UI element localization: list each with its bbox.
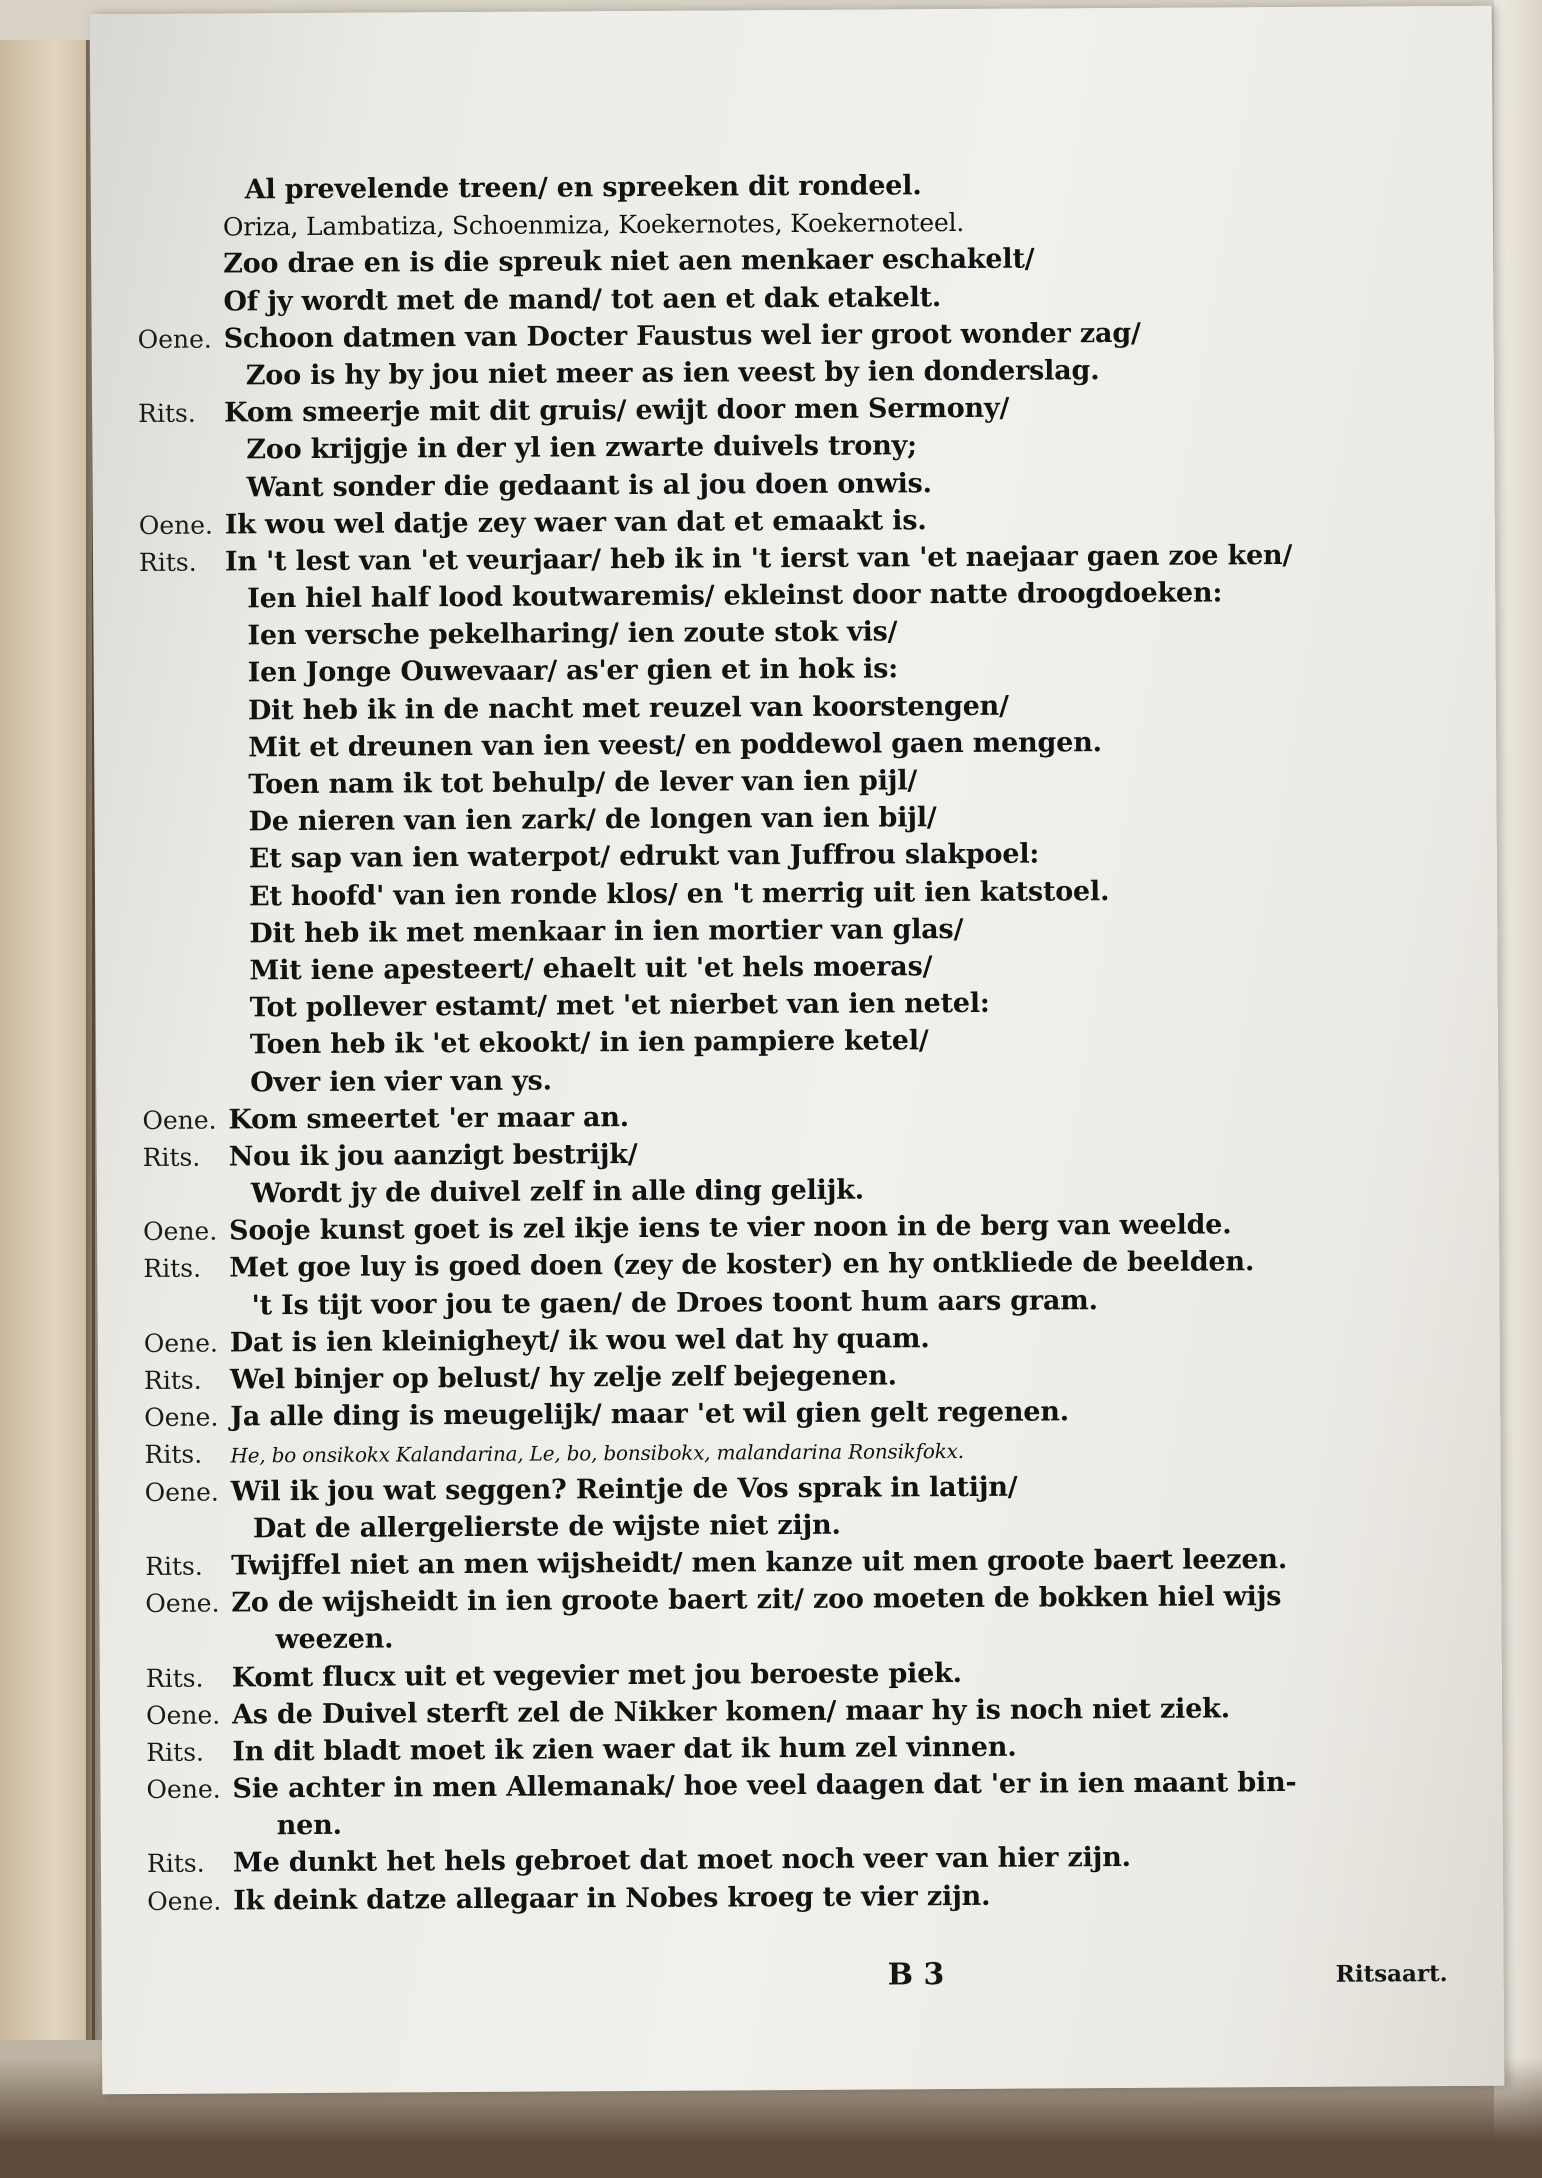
speaker-label: [144, 1314, 230, 1315]
speaker-label: [141, 831, 227, 832]
line-text: He, bo onsikokx Kalandarina, Le, bo, bonsibokx, malandarina Ronsikfokx.: [230, 1439, 964, 1468]
line-text: Wordt jy de duivel zelf in alle ding gelijk.: [250, 1174, 865, 1210]
speaker-label: [139, 496, 225, 497]
line-text: Ien hiel half lood koutwaremis/ ekleinst door natte droogdoeken:: [247, 577, 1223, 615]
line-text: nen.: [276, 1810, 342, 1842]
speaker-label: Oene.: [147, 1886, 222, 1916]
line-text: Schoon datmen van Docter Faustus wel ier groot wonder zag/: [223, 317, 1141, 355]
speaker-label: Oene.: [145, 1588, 220, 1619]
signature-mark: B 3: [887, 1957, 945, 1993]
line-text: Zoo is hy by jou niet meer as ien veest by ien donderslag.: [245, 355, 1100, 392]
line-text: Komt flucx uit et vegevier met jou beroeste piek.: [231, 1657, 962, 1693]
speaker-label: [140, 682, 226, 683]
speaker-label: [137, 198, 223, 199]
line-text: Met goe luy is goed doen (zey de koster) en hy ontkliede de beelden.: [229, 1246, 1255, 1284]
speaker-label: Rits.: [145, 1551, 203, 1581]
speaker-label: Oene.: [143, 1216, 218, 1247]
line-text: Ja alle ding is meugelijk/ maar 'et wil gien gelt regenen.: [230, 1396, 1070, 1433]
speaker-label: [137, 273, 223, 274]
text-line: [139, 536, 1429, 581]
speaker-label: [142, 979, 228, 980]
line-text: Over ien vier van ys.: [250, 1064, 552, 1098]
speaker-label: [140, 645, 226, 646]
speaker-label: Rits.: [146, 1849, 205, 1879]
speaker-label: [146, 1649, 232, 1650]
line-text: Toen heb ik 'et ekookt/ in ien pampiere ketel/: [249, 1025, 929, 1061]
line-text: Dat is ien kleinigheyt/ ik wou wel dat hy quam.: [229, 1323, 930, 1359]
speaker-label: Oene.: [145, 1700, 221, 1730]
speaker-label: [140, 793, 226, 794]
line-text: In dit bladt moet ik zien waer dat ik hum zel vinnen.: [232, 1731, 1017, 1768]
speaker-label: Rits.: [146, 1737, 205, 1767]
line-text: Twijffel niet an men wijsheidt/ men kanze uit men groote baert leezen.: [231, 1543, 1288, 1582]
speaker-label: [137, 236, 223, 237]
speaker-label: [138, 459, 224, 460]
book-page: [90, 6, 1505, 2095]
line-text: Dat de allergelierste de wijste niet zijn.: [252, 1509, 841, 1545]
line-text: As de Duivel sterft zel de Nikker komen/ maar hy is noch niet ziek.: [231, 1693, 1230, 1731]
speaker-label: Rits.: [143, 1254, 202, 1284]
line-text: Tot pollever estamt/ met 'et nierbet van ien netel:: [249, 987, 990, 1024]
speaker-label: Rits.: [138, 547, 197, 577]
speaker-label: Rits.: [142, 1142, 201, 1172]
line-text: Toen nam ik tot behulp/ de lever van ien pijl/: [248, 765, 918, 801]
line-text: weezen.: [275, 1623, 394, 1656]
line-text: Of jy wordt met de mand/ tot aen et dak etakelt.: [223, 281, 942, 318]
speaker-label: Oene.: [143, 1328, 219, 1358]
text-block: [137, 164, 1438, 1920]
speaker-label: [141, 905, 227, 906]
line-text: 't Is tijt voor jou te gaen/ de Droes toont hum aars gram.: [251, 1284, 1098, 1321]
speaker-label: Oene.: [144, 1477, 219, 1507]
line-text: Mit et dreunen van ien veest/ en poddewol gaen mengen.: [248, 726, 1102, 764]
line-text: Wil ik jou wat seggen? Reintje de Vos sprak in latijn/: [230, 1471, 1018, 1508]
line-text: Zoo drae en is die spreuk niet aen menkaer eschakelt/: [223, 243, 1035, 280]
speaker-label: [139, 608, 225, 609]
speaker-label: Oene.: [146, 1774, 221, 1805]
line-text: Ien Jonge Ouwevaar/ as'er gien et in hok is:: [247, 653, 899, 689]
speaker-label: [143, 1203, 229, 1204]
speaker-label: Oene.: [142, 1105, 217, 1135]
speaker-label: Oene.: [138, 510, 214, 540]
speaker-label: Rits.: [145, 1663, 204, 1693]
speaker-label: [142, 1054, 228, 1055]
line-text: Kom smeertet 'er maar an.: [228, 1101, 630, 1136]
speaker-label: Rits.: [143, 1365, 202, 1395]
catchword: Ritsaart.: [1335, 1960, 1448, 1988]
text-line: [143, 1243, 1433, 1288]
line-text: Nou ik jou aanzigt bestrijk/: [228, 1138, 638, 1173]
speaker-label: Oene.: [144, 1402, 219, 1433]
line-text: Zoo krijgje in der yl ien zwarte duivels trony;: [246, 430, 917, 466]
speaker-label: [140, 719, 226, 720]
speaker-label: [141, 868, 227, 869]
line-text: Kom smeerje mit dit gruis/ ewijt door men Sermony/: [224, 392, 1010, 429]
line-text: Ien versche pekelharing/ ien zoute stok vis/: [247, 616, 898, 652]
speaker-label: [147, 1835, 233, 1836]
line-text: Oriza, Lambatiza, Schoenmiza, Koekernotes, Koekernoteel.: [222, 208, 965, 242]
speaker-label: [145, 1537, 231, 1538]
speaker-label: Rits.: [144, 1440, 203, 1470]
line-text: Al prevelende treen/ en spreeken dit rondeel.: [244, 170, 922, 206]
line-text: Dit heb ik in de nacht met reuzel van koorstengen/: [247, 690, 1009, 726]
line-text: Ik deink datze allegaar in Nobes kroeg te vier zijn.: [233, 1880, 991, 1917]
text-line: [145, 1577, 1435, 1622]
line-text: Et hoofd' van ien ronde klos/ en 't merrig uit ien katstoel.: [248, 875, 1110, 912]
line-text: De nieren van ien zark/ de longen van ien bijl/: [248, 802, 937, 838]
line-text: Me dunkt het hels gebroet dat moet noch veer van hier zijn.: [232, 1842, 1131, 1879]
line-text: Ik wou wel datje zey waer van dat et emaakt is.: [224, 504, 927, 541]
text-line: [147, 1875, 1437, 1920]
speaker-label: [142, 1017, 228, 1018]
speaker-label: Oene.: [137, 324, 212, 354]
text-line: [146, 1763, 1436, 1808]
speaker-label: [138, 384, 224, 385]
left-page-edge: [0, 40, 95, 2040]
line-text: Dit heb ik met menkaar in ien mortier van glas/: [249, 913, 964, 950]
speaker-label: [137, 310, 223, 311]
line-text: Et sap van ien waterpot/ edrukt van Juffrou slakpoel:: [248, 838, 1040, 875]
line-text: In 't lest van 'et veurjaar/ heb ik in 't ierst van 'et naejaar gaen zoe ken/: [224, 539, 1293, 578]
speaker-label: [142, 1091, 228, 1092]
page-footer: [148, 1954, 1448, 2002]
line-text: Mit iene apesteert/ ehaelt uit 'et hels moeras/: [249, 951, 933, 987]
speaker-label: [141, 942, 227, 943]
line-text: Sie achter in men Allemanak/ hoe veel daagen dat 'er in ien maant bin-: [232, 1767, 1297, 1805]
line-text: Sooje kunst goet is zel ikje iens te vier noon in de berg van weelde.: [229, 1209, 1232, 1247]
speaker-label: [140, 756, 226, 757]
line-text: Want sonder die gedaant is al jou doen onwis.: [246, 467, 932, 503]
speaker-label: Rits.: [138, 398, 196, 429]
line-text: Wel binjer op belust/ hy zelje zelf bejegenen.: [229, 1360, 897, 1396]
line-text: Zo de wijsheidt in ien groote baert zit/ zoo moeten de bokken hiel wijs: [231, 1581, 1282, 1619]
